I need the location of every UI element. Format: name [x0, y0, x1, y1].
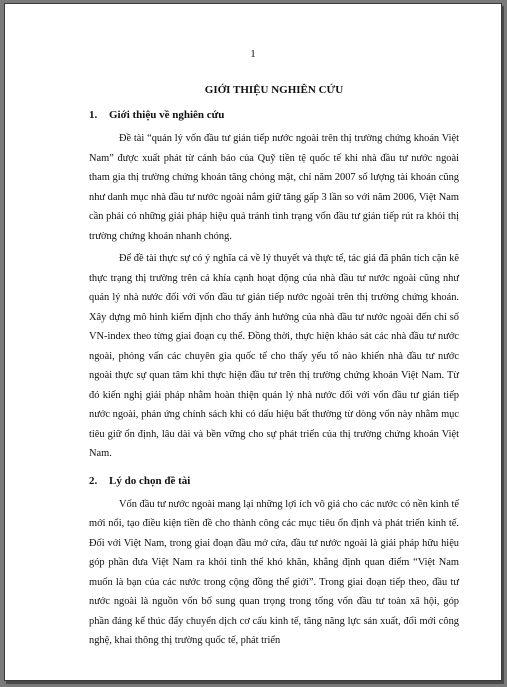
section-title: Giới thiệu về nghiên cứu — [109, 109, 225, 121]
page-title: GIỚI THIỆU NGHIÊN CỨU — [204, 84, 344, 96]
document-page — [4, 3, 502, 681]
page-number: 1 — [250, 48, 256, 60]
section-title: Lý do chọn đề tài — [109, 474, 191, 487]
section-heading-1 — [89, 104, 459, 126]
section-heading-2 — [89, 470, 459, 492]
paragraph: Đề tài “quản lý vốn đầu tư gián tiếp nước ngoài trên thị trường chứng khoán Việt Nam” được xuất phát từ cảnh báo của Quỹ tiền tệ quốc tế khi nhà đầu tư nước ngoài tham gia thị trường chứng khoán tăng chóng mặt, chỉ năm 2007 số lượng tài khoản cũng như danh mục nhà đầu tư nước ngoài nắm giữ tăng gấp 3 lần so với năm 2006, Việt Nam cần phải có những giải pháp hiệu quả tránh tình trạng vốn đầu tư gián tiếp rút ra khỏi thị trường chứng khoán nhanh chóng. — [89, 133, 459, 242]
section-number: 1. — [89, 109, 98, 121]
paragraph: Vốn đầu tư nước ngoài mang lại những lợi ích vô giá cho các nước có nền kinh tế mới nổi, tạo điều kiện tiền đề cho thành công các mục tiêu ổn định và phát triển kinh tế. Đối với Việt Nam, trong giai đoạn đầu mở cửa, đầu tư nước ngoài là giải pháp hữu hiệu góp phần đưa Việt Nam ra khỏi tình thế khó khăn, khẳng định quan điểm “Việt Nam muốn là bạn của các nước trong cộng đồng thế giới”. Trong giai đoạn tiếp theo, đầu tư nước ngoài là nguồn vốn bổ sung quan trọng trong tổng vốn đầu tư toàn xã hội, góp phần đáng kể thúc đẩy chuyển dịch cơ cấu kinh tế, tăng năng lực sản xuất, đổi mới công nghệ, khai thông thị trường quốc tế, phát triển — [89, 498, 459, 646]
paragraph: Để đề tài thực sự có ý nghĩa cả về lý thuyết và thực tế, tác giả đã phân tích cặn kẽ thực trạng thị trường trên cả khía cạnh hoạt động của nhà đầu tư nước ngoài cũng như quản lý nhà nước đối với vốn đầu tư gián tiếp nước ngoài trên thị trường chứng khoán. Xây dựng mô hình kiểm định cho thấy ảnh hưởng của nhà đầu tư nước ngoài đến chỉ số VN-index theo từng giai đoạn cụ thể. Đồng thời, thực hiện khảo sát các nhà đầu tư nước ngoài, phỏng vấn các chuyên gia quốc tế cho thấy yếu tố nào khiến nhà đầu tư nước ngoài thực sự quan tâm khi thực hiện đầu tư trên thị trường chứng khoán Việt Nam. Từ đó kiến nghị giải pháp nhằm hoàn thiện quản lý nhà nước đối với vốn đầu tư gián tiếp nước ngoài, phản ứng chính sách khi có dấu hiệu bất thường từ dòng vốn này nhằm mục tiêu giữ ổn định, lâu dài và bền vững cho sự phát triển của thị trường chứng khoán Việt Nam. — [89, 253, 459, 459]
page-content — [89, 80, 459, 651]
section-number: 2. — [89, 474, 98, 487]
